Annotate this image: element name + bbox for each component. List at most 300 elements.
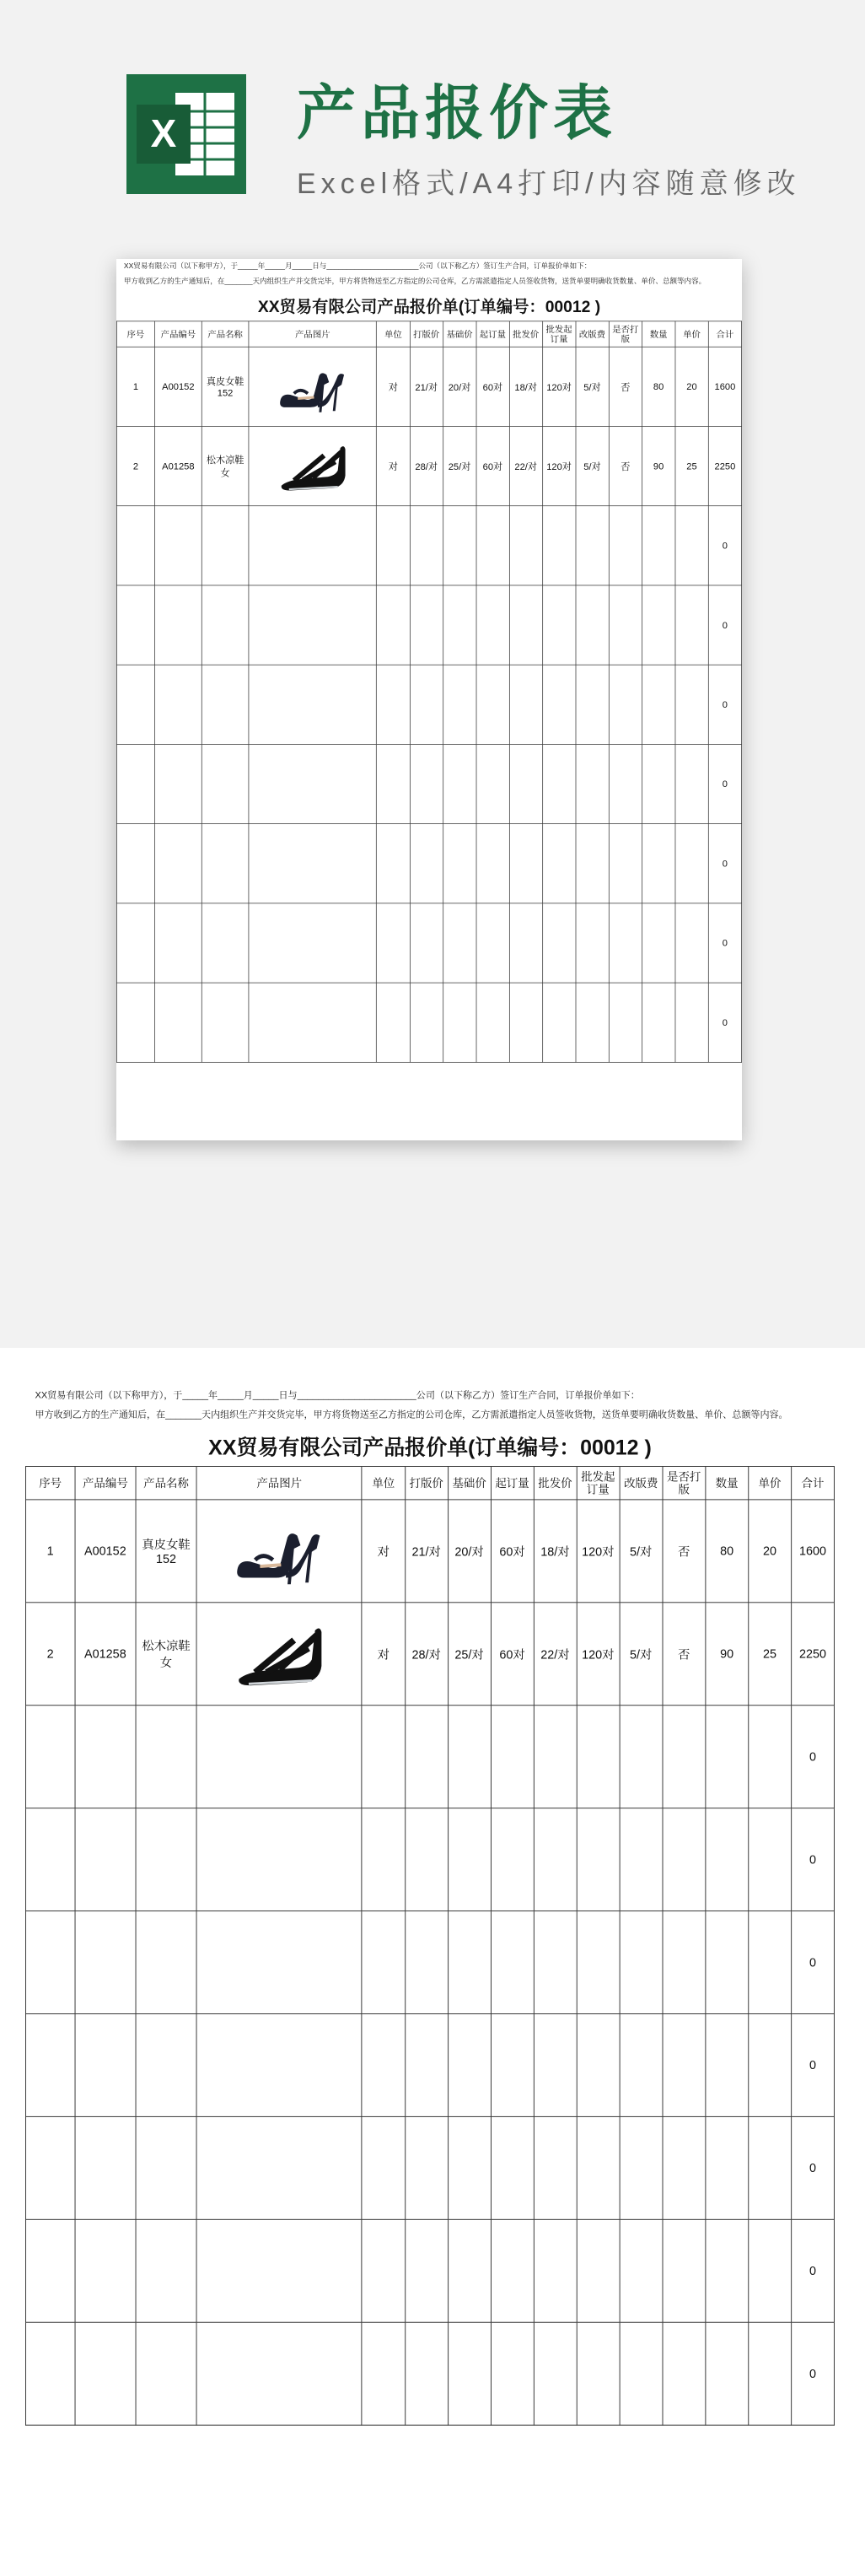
table-row xyxy=(116,506,741,585)
cell-no xyxy=(25,2322,74,2425)
cell-qty xyxy=(706,2219,749,2322)
table-row xyxy=(116,824,741,903)
cell-base: 20/对 xyxy=(448,1500,491,1603)
heel-sandal-image xyxy=(275,357,350,416)
column-header: 是否打版 xyxy=(663,1467,706,1500)
cell-no xyxy=(116,744,154,823)
cell-no xyxy=(25,2116,74,2219)
banner xyxy=(0,0,865,219)
cell-price: 20 xyxy=(675,347,708,426)
cell-revision xyxy=(576,903,609,983)
column-header: 序号 xyxy=(25,1467,74,1500)
cell-qty xyxy=(706,1706,749,1808)
column-header: 批发价 xyxy=(534,1467,577,1500)
cell-no xyxy=(25,2013,74,2116)
cell-moq: 60对 xyxy=(491,1500,534,1603)
column-header: 序号 xyxy=(116,321,154,347)
table-row xyxy=(116,665,741,744)
cell-wmoq xyxy=(577,2116,620,2219)
cell-unit xyxy=(377,585,410,665)
cell-sample xyxy=(410,983,443,1062)
column-header: 合计 xyxy=(791,1467,834,1500)
cell-price xyxy=(749,1808,792,1911)
cell-wmoq xyxy=(577,2219,620,2322)
cell-price xyxy=(675,744,708,823)
cell-qty xyxy=(706,1808,749,1911)
cell-unit xyxy=(362,1706,405,1808)
cell-image xyxy=(249,426,377,505)
table-row xyxy=(25,2013,834,2116)
cell-total: 0 xyxy=(708,506,741,585)
cell-sample xyxy=(410,824,443,903)
cell-moq xyxy=(476,903,509,983)
cell-wholesale xyxy=(534,1911,577,2014)
cell-price xyxy=(675,824,708,903)
cell-revision xyxy=(620,2322,663,2425)
cell-total: 0 xyxy=(791,2219,834,2322)
cell-image xyxy=(249,665,377,744)
cell-wholesale: 22/对 xyxy=(534,1603,577,1706)
cell-wmoq xyxy=(577,1911,620,2014)
table-row xyxy=(25,2219,834,2322)
cell-qty xyxy=(706,2013,749,2116)
cell-total: 0 xyxy=(791,1706,834,1808)
quote-table xyxy=(116,321,742,1062)
cell-qty xyxy=(642,585,674,665)
cell-revision xyxy=(576,744,609,823)
column-header: 单位 xyxy=(377,321,410,347)
column-header: 单位 xyxy=(362,1467,405,1500)
cell-sample: 21/对 xyxy=(410,347,443,426)
cell-moq xyxy=(476,744,509,823)
column-header: 起订量 xyxy=(476,321,509,347)
cell-sample: 21/对 xyxy=(405,1500,448,1603)
cell-no xyxy=(25,1911,74,2014)
cell-sample xyxy=(405,1911,448,2014)
cell-qty xyxy=(642,744,674,823)
cell-sampled xyxy=(663,1706,706,1808)
cell-sampled xyxy=(609,506,642,585)
cell-qty xyxy=(642,903,674,983)
cell-wholesale xyxy=(509,585,542,665)
cell-unit xyxy=(362,2322,405,2425)
table-row xyxy=(25,1808,834,1911)
cell-total: 0 xyxy=(708,824,741,903)
cell-moq: 60对 xyxy=(476,426,509,505)
cell-sample: 28/对 xyxy=(405,1603,448,1706)
cell-sampled xyxy=(609,903,642,983)
cell-wmoq xyxy=(577,1808,620,1911)
cell-price xyxy=(675,506,708,585)
cell-name xyxy=(201,903,249,983)
strappy-sandal-image xyxy=(231,1615,328,1692)
column-header: 是否打版 xyxy=(609,321,642,347)
cell-price xyxy=(749,2322,792,2425)
cell-wmoq xyxy=(542,585,575,665)
cell-revision xyxy=(620,1911,663,2014)
table-row xyxy=(25,1911,834,2014)
cell-image xyxy=(196,1911,362,2014)
cell-code: A00152 xyxy=(154,347,201,426)
cell-sample: 28/对 xyxy=(410,426,443,505)
cell-revision: 5/对 xyxy=(620,1603,663,1706)
cell-base: 20/对 xyxy=(443,347,475,426)
cell-moq xyxy=(491,1911,534,2014)
cell-unit xyxy=(377,744,410,823)
cell-revision xyxy=(620,1808,663,1911)
cell-no: 1 xyxy=(25,1500,74,1603)
cell-moq xyxy=(476,824,509,903)
cell-revision xyxy=(576,585,609,665)
cell-moq xyxy=(491,2116,534,2219)
column-header: 单价 xyxy=(749,1467,792,1500)
column-header: 产品编号 xyxy=(154,321,201,347)
cell-name xyxy=(136,2219,196,2322)
cell-image xyxy=(249,744,377,823)
cell-no xyxy=(25,2219,74,2322)
cell-sample xyxy=(410,506,443,585)
cell-sample xyxy=(405,2013,448,2116)
cell-revision xyxy=(576,983,609,1062)
cell-wholesale: 22/对 xyxy=(509,426,542,505)
cell-total: 1600 xyxy=(791,1500,834,1603)
cell-wmoq xyxy=(542,665,575,744)
table-row xyxy=(25,1500,834,1603)
cell-name xyxy=(201,506,249,585)
cell-price: 20 xyxy=(749,1500,792,1603)
cell-wholesale xyxy=(534,1808,577,1911)
cell-image xyxy=(249,824,377,903)
cell-base xyxy=(443,824,475,903)
cell-base: 25/对 xyxy=(443,426,475,505)
cell-wholesale xyxy=(509,824,542,903)
svg-text:X: X xyxy=(150,111,177,155)
cell-code xyxy=(75,1808,136,1911)
cell-unit xyxy=(377,824,410,903)
cell-base xyxy=(448,1706,491,1808)
cell-unit xyxy=(377,903,410,983)
cell-base xyxy=(443,665,475,744)
table-row xyxy=(116,347,741,426)
cell-code: A01258 xyxy=(75,1603,136,1706)
cell-name: 真皮女鞋152 xyxy=(136,1500,196,1603)
cell-image xyxy=(196,1808,362,1911)
cell-image xyxy=(249,903,377,983)
cell-base xyxy=(443,744,475,823)
cell-price xyxy=(675,665,708,744)
banner-title: 产品报价表 xyxy=(297,80,617,146)
cell-name: 松木凉鞋女 xyxy=(136,1603,196,1706)
cell-name xyxy=(136,1808,196,1911)
cell-name xyxy=(201,585,249,665)
cell-name xyxy=(201,744,249,823)
cell-sampled xyxy=(663,2219,706,2322)
cell-wholesale xyxy=(534,2013,577,2116)
cell-no xyxy=(116,824,154,903)
cell-unit xyxy=(362,1808,405,1911)
cell-no xyxy=(116,903,154,983)
cell-revision: 5/对 xyxy=(576,347,609,426)
cell-price: 25 xyxy=(675,426,708,505)
cell-sampled xyxy=(609,824,642,903)
cell-moq xyxy=(491,1706,534,1808)
column-header: 数量 xyxy=(642,321,674,347)
cell-price xyxy=(749,2116,792,2219)
cell-name: 真皮女鞋152 xyxy=(201,347,249,426)
cell-wmoq: 120对 xyxy=(542,426,575,505)
cell-name xyxy=(136,2116,196,2219)
cell-base xyxy=(448,2322,491,2425)
cell-wholesale xyxy=(534,2116,577,2219)
cell-wholesale xyxy=(534,2219,577,2322)
cell-wholesale: 18/对 xyxy=(509,347,542,426)
cell-sample xyxy=(405,2322,448,2425)
cell-no: 2 xyxy=(25,1603,74,1706)
column-header: 基础价 xyxy=(448,1467,491,1500)
cell-revision xyxy=(576,506,609,585)
cell-moq xyxy=(476,665,509,744)
cell-base xyxy=(443,585,475,665)
cell-qty: 80 xyxy=(706,1500,749,1603)
cell-base xyxy=(443,983,475,1062)
cell-code xyxy=(154,744,201,823)
intro-line-2: 甲方收到乙方的生产通知后，在_______天内组织生产并交货完毕，甲方将货物送至乙方指定的公司仓库，乙方需派遣指定人员签收货物，送货单要明确收货数量、单价、总额等内容。 xyxy=(35,1409,788,1420)
cell-wholesale xyxy=(509,983,542,1062)
intro-line-1: XX贸易有限公司（以下称甲方），于_____年_____月_____日与_______________________公司（以下称乙方）签订生产合同，订单报价单如下： xyxy=(35,1390,640,1401)
cell-unit xyxy=(377,506,410,585)
column-header: 基础价 xyxy=(443,321,475,347)
cell-base xyxy=(443,903,475,983)
cell-base: 25/对 xyxy=(448,1603,491,1706)
cell-wmoq xyxy=(542,506,575,585)
cell-code xyxy=(75,1911,136,2014)
cell-name xyxy=(201,665,249,744)
table-row xyxy=(116,744,741,823)
cell-sampled: 否 xyxy=(609,347,642,426)
cell-code xyxy=(154,983,201,1062)
cell-qty xyxy=(706,1911,749,2014)
cell-code xyxy=(154,585,201,665)
table-row xyxy=(25,2116,834,2219)
cell-revision xyxy=(620,2116,663,2219)
cell-sample xyxy=(410,903,443,983)
cell-sampled xyxy=(663,2116,706,2219)
cell-total: 0 xyxy=(791,1911,834,2014)
table-row xyxy=(25,2322,834,2425)
cell-sampled: 否 xyxy=(663,1500,706,1603)
table-row xyxy=(25,1603,834,1706)
cell-total: 0 xyxy=(791,2116,834,2219)
cell-image xyxy=(196,1500,362,1603)
cell-image xyxy=(196,1706,362,1808)
cell-unit xyxy=(362,2116,405,2219)
cell-revision xyxy=(620,2013,663,2116)
cell-base xyxy=(448,1808,491,1911)
cell-sampled: 否 xyxy=(663,1603,706,1706)
cell-moq xyxy=(476,983,509,1062)
cell-price xyxy=(749,2013,792,2116)
cell-base xyxy=(448,2116,491,2219)
cell-name xyxy=(136,2322,196,2425)
banner-subtitle: Excel格式/A4打印/内容随意修改 xyxy=(297,168,801,200)
cell-wholesale xyxy=(534,1706,577,1808)
cell-revision xyxy=(620,2219,663,2322)
cell-name xyxy=(201,983,249,1062)
cell-name xyxy=(136,1706,196,1808)
cell-qty: 80 xyxy=(642,347,674,426)
cell-revision: 5/对 xyxy=(620,1500,663,1603)
cell-base xyxy=(443,506,475,585)
cell-total: 0 xyxy=(708,983,741,1062)
cell-wholesale xyxy=(509,665,542,744)
table-row xyxy=(116,903,741,983)
cell-base xyxy=(448,2013,491,2116)
cell-image xyxy=(249,983,377,1062)
cell-code: A00152 xyxy=(75,1500,136,1603)
cell-qty xyxy=(642,506,674,585)
cell-wmoq: 120对 xyxy=(577,1603,620,1706)
cell-unit: 对 xyxy=(377,426,410,505)
cell-sample xyxy=(410,585,443,665)
column-header: 批发价 xyxy=(509,321,542,347)
cell-qty xyxy=(642,824,674,903)
cell-total: 0 xyxy=(708,665,741,744)
column-header: 产品名称 xyxy=(136,1467,196,1500)
cell-unit xyxy=(362,2219,405,2322)
cell-total: 1600 xyxy=(708,347,741,426)
cell-sampled xyxy=(663,2013,706,2116)
column-header: 改版费 xyxy=(620,1467,663,1500)
cell-total: 0 xyxy=(791,1808,834,1911)
cell-image xyxy=(249,585,377,665)
cell-unit: 对 xyxy=(377,347,410,426)
cell-revision: 5/对 xyxy=(576,426,609,505)
cell-moq xyxy=(491,1808,534,1911)
cell-sampled xyxy=(663,2322,706,2425)
cell-image xyxy=(196,2116,362,2219)
cell-name: 松木凉鞋女 xyxy=(201,426,249,505)
cell-code xyxy=(154,903,201,983)
table-row xyxy=(116,426,741,505)
excel-icon xyxy=(126,74,246,194)
column-header: 数量 xyxy=(706,1467,749,1500)
cell-code xyxy=(75,2116,136,2219)
cell-total: 2250 xyxy=(791,1603,834,1706)
cell-no xyxy=(116,665,154,744)
column-header: 打版价 xyxy=(405,1467,448,1500)
column-header: 合计 xyxy=(708,321,741,347)
cell-price: 25 xyxy=(749,1603,792,1706)
cell-moq: 60对 xyxy=(491,1603,534,1706)
cell-wholesale xyxy=(509,506,542,585)
heel-sandal-image xyxy=(231,1512,328,1589)
table-row xyxy=(25,1706,834,1808)
table-header-row xyxy=(116,321,741,347)
cell-moq: 60对 xyxy=(476,347,509,426)
cell-sample xyxy=(405,1808,448,1911)
cell-moq xyxy=(476,585,509,665)
cell-price xyxy=(749,2219,792,2322)
cell-unit: 对 xyxy=(362,1500,405,1603)
cell-wmoq: 120对 xyxy=(542,347,575,426)
cell-no xyxy=(25,1706,74,1808)
document-page xyxy=(0,1348,865,2576)
cell-code xyxy=(75,2013,136,2116)
cell-base xyxy=(448,1911,491,2014)
cell-code: A01258 xyxy=(154,426,201,505)
cell-qty: 90 xyxy=(642,426,674,505)
cell-total: 0 xyxy=(708,585,741,665)
cell-name xyxy=(136,2013,196,2116)
cell-sampled xyxy=(663,1808,706,1911)
cell-revision xyxy=(576,824,609,903)
table-row xyxy=(116,983,741,1062)
cell-image xyxy=(196,2322,362,2425)
cell-total: 0 xyxy=(791,2322,834,2425)
cell-wmoq xyxy=(577,2322,620,2425)
cell-total: 0 xyxy=(708,903,741,983)
cell-wholesale: 18/对 xyxy=(534,1500,577,1603)
cell-total: 0 xyxy=(791,2013,834,2116)
thumbnail-content xyxy=(116,259,742,1063)
intro-line-2: 甲方收到乙方的生产通知后，在_______天内组织生产并交货完毕，甲方将货物送至乙方指定的公司仓库，乙方需派遣指定人员签收货物，送货单要明确收货数量、单价、总额等内容。 xyxy=(123,278,707,286)
cell-image xyxy=(196,2013,362,2116)
cell-wholesale xyxy=(509,903,542,983)
cell-moq xyxy=(476,506,509,585)
document-title: XX贸易有限公司产品报价单(订单编号：00012 ) xyxy=(208,1435,652,1460)
cell-sampled: 否 xyxy=(609,426,642,505)
quote-table xyxy=(25,1466,835,2426)
cell-qty: 90 xyxy=(706,1603,749,1706)
cell-unit xyxy=(377,983,410,1062)
table-header-row xyxy=(25,1467,834,1500)
cell-code xyxy=(154,665,201,744)
cell-no: 2 xyxy=(116,426,154,505)
cell-unit xyxy=(377,665,410,744)
cell-moq xyxy=(491,2219,534,2322)
cell-sampled xyxy=(663,1911,706,2014)
cell-wmoq xyxy=(542,824,575,903)
column-header: 产品名称 xyxy=(201,321,249,347)
cell-price xyxy=(675,983,708,1062)
cell-name xyxy=(201,824,249,903)
cell-sample xyxy=(405,2116,448,2219)
column-header: 批发起订量 xyxy=(577,1467,620,1500)
column-header: 产品编号 xyxy=(75,1467,136,1500)
cell-moq xyxy=(491,2322,534,2425)
cell-no xyxy=(116,506,154,585)
cell-sample xyxy=(410,665,443,744)
cell-code xyxy=(75,2219,136,2322)
cell-qty xyxy=(642,665,674,744)
cell-wmoq xyxy=(577,2013,620,2116)
cell-no xyxy=(25,1808,74,1911)
cell-wmoq xyxy=(542,744,575,823)
cell-total: 2250 xyxy=(708,426,741,505)
cell-sample xyxy=(405,2219,448,2322)
cell-sample xyxy=(410,744,443,823)
cell-no xyxy=(116,983,154,1062)
cell-code xyxy=(75,2322,136,2425)
cell-sampled xyxy=(609,744,642,823)
cell-wholesale xyxy=(509,744,542,823)
cell-total: 0 xyxy=(708,744,741,823)
intro-line-1: XX贸易有限公司（以下称甲方），于_____年_____月_____日与_______________________公司（以下称乙方）签订生产合同，订单报价单如下： xyxy=(123,262,592,271)
cell-code xyxy=(75,1706,136,1808)
column-header: 产品图片 xyxy=(249,321,377,347)
cell-no xyxy=(116,585,154,665)
cell-image xyxy=(196,1603,362,1706)
